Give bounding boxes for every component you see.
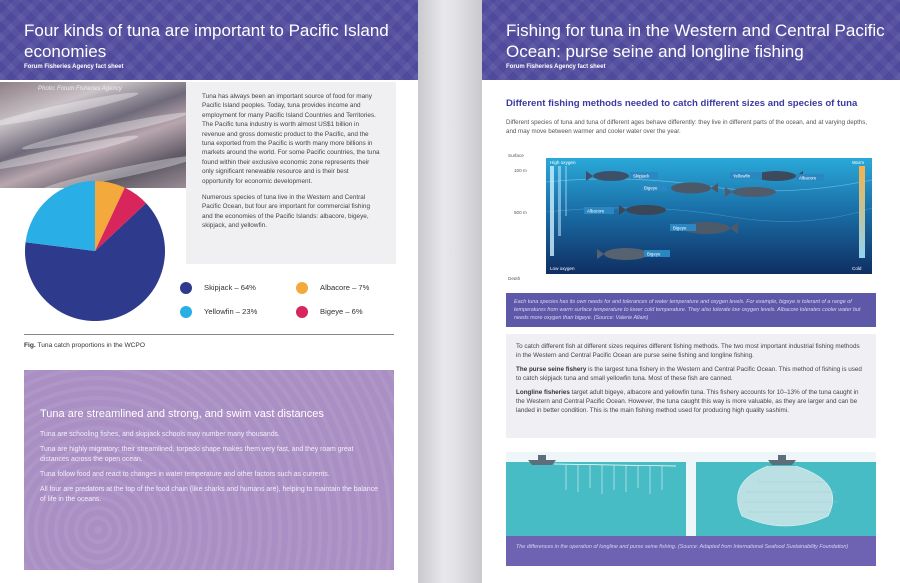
fishing-methods-illustration <box>506 452 876 536</box>
tuna-fact-4: All four are predators at the top of the food chain (like sharks and humans are), helping to maintain the balance of life in the oceans. <box>40 486 378 503</box>
fish-label-yellowfin: Yellowfin <box>733 173 751 179</box>
figure-caption-text: Tuna catch proportions in the WCPO <box>37 342 145 349</box>
label-high-oxygen: High oxygen <box>550 160 576 165</box>
tuna-fact-1: Tuna are schooling fishes, and skipjack schools may number many thousands. <box>40 431 280 438</box>
illustration-caption <box>506 536 876 566</box>
legend-swatch-skipjack <box>180 282 192 294</box>
intro-paragraph-1: Tuna has always been an important source of food for many Pacific Island peoples. Today, tuna provides income and employment for many Pacific Island Countries and Territories. The Pacific tuna industry is worth almost US$1 billion in revenue and gross domestic product to the Pacific, and the tuna exported from the Pacific is worth many more billions in markets around the world. For some Pacific countries, the tuna found within their exclusive economic zone represents their only significant renewable resource and is their best opportunity for economic development. <box>202 93 380 185</box>
tuna-facts-box <box>24 370 394 570</box>
purse-seine-term: The purse seine fishery <box>516 366 587 373</box>
methods-paragraph-1-text: To catch different fish at different sizes requires different fishing methods. The two most important industrial fishing methods in the Western and Central Pacific Ocean are purse seine fishing and longline fishing. <box>516 343 860 359</box>
fish-label-albacore-left: Albacore <box>587 208 605 214</box>
fishing-methods-text <box>506 334 876 438</box>
label-500m: 500 m <box>514 210 527 215</box>
tuna-fact-2: Tuna are highly migratory: their streamlined, torpedo shape makes them very fast, and they roam great distances across the open ocean. <box>40 446 354 463</box>
methods-paragraph-3 <box>516 388 866 415</box>
fishing-methods-lead: Different species of tuna and tuna of different ages behave differently: they live in different parts of the ocean, and at varying depths, and may move between warmer and cooler water over the year. <box>506 119 868 135</box>
legend-label-albacore: Albacore – 7% <box>320 283 370 292</box>
tuna-fact-3: Tuna follow food and react to changes in water temperature and other factors such as currents. <box>40 471 330 478</box>
illustration-caption-text: The differences in the operation of longline and purse seine fishing. (Source: Adapted from International Seafood Sustainability Foundation) <box>516 544 849 550</box>
ocean-depth-diagram <box>506 152 876 280</box>
methods-paragraph-3-text: target adult bigeye, albacore and yellowfin tuna. This fishery accounts for 10–13% of the tuna caught in the Western and Central Pacific Ocean. However, the tuna caught this way is more valuable, as they are larger and can be landed in better condition. This is the main fishing method used for producing high quality sashimi. <box>516 389 859 414</box>
legend-label-yellowfin: Yellowfin – 23% <box>204 307 258 316</box>
page2-subtitle: Forum Fisheries Agency fact sheet <box>506 64 606 70</box>
ocean-diagram-caption <box>506 293 876 327</box>
fish-label-bigeye-deep: Bigeye <box>647 251 661 257</box>
fish-label-skipjack: Skipjack <box>633 173 650 179</box>
label-100m: 100 m <box>514 168 527 173</box>
page1-title: Four kinds of tuna are important to Pacific Island economies <box>24 21 389 61</box>
legend-label-skipjack: Skipjack – 64% <box>204 283 256 292</box>
fact-sheet-page-2 <box>482 0 900 583</box>
page1-banner <box>0 0 418 80</box>
pie-slice-yellowfin <box>26 181 95 251</box>
fishing-methods-heading: Different fishing methods needed to catch different sizes and species of tuna <box>506 98 858 109</box>
fact-sheet-page-1 <box>0 0 418 583</box>
divider <box>24 334 394 335</box>
tuna-photo <box>0 82 186 188</box>
ocean-caption-text: Each tuna species has its own needs for and tolerances of water temperature and oxygen levels. For example, bigeye is tolerant of a range of temperatures from warm surface temperature to lower cold temperature. They also tolerate low oxygen levels. Albacore tolerates cooler water but needs more oxygen than bigeye. (Source: Valerie Allain) <box>514 299 861 321</box>
intro-paragraph-2: Numerous species of tuna live in the Western and Central Pacific Ocean, but four are important for commercial fishing and the economies of the Pacific Islands: albacore, bigeye, skipjack, and yellowfin. <box>202 194 371 230</box>
intro-text-box <box>186 82 396 264</box>
tuna-catch-pie-chart <box>20 176 170 326</box>
legend-item-bigeye <box>296 306 363 318</box>
legend-label-bigeye: Bigeye – 6% <box>320 307 363 316</box>
label-warm: Warm <box>852 160 865 165</box>
label-low-oxygen: Low oxygen <box>550 266 575 271</box>
longline-term: Longline fisheries <box>516 389 570 396</box>
fish-label-bigeye-middle: Bigeye <box>673 225 687 231</box>
longline-water <box>506 462 686 536</box>
fish-label-albacore-right: Albacore <box>799 175 817 181</box>
tuna-facts-title: Tuna are streamlined and strong, and swim vast distances <box>40 408 324 420</box>
page2-banner <box>482 0 900 80</box>
legend-item-albacore <box>296 282 369 294</box>
figure-caption <box>24 342 145 349</box>
figure-label: Fig. <box>24 342 36 349</box>
fish-label-bigeye-upper: Bigeye <box>644 185 658 191</box>
temperature-scale <box>859 166 865 258</box>
methods-paragraph-1 <box>516 342 866 360</box>
legend-swatch-yellowfin <box>180 306 192 318</box>
label-depth: Depth <box>508 276 521 280</box>
page2-title: Fishing for tuna in the Western and Central Pacific Ocean: purse seine and longline fishing <box>506 21 885 61</box>
page1-subtitle: Forum Fisheries Agency fact sheet <box>24 64 124 70</box>
label-surface: Surface <box>508 153 524 158</box>
label-cold: Cold <box>852 266 862 271</box>
legend-item-skipjack <box>180 282 256 294</box>
legend-swatch-albacore <box>296 282 308 294</box>
legend-item-yellowfin <box>180 306 257 318</box>
methods-paragraph-2-text: is the largest tuna fishery in the Western and Central Pacific Ocean. This method of fishing is used to catch skipjack tuna and small yellowfin tuna. Most of these fish are canned. <box>516 366 862 382</box>
methods-paragraph-2 <box>516 365 866 383</box>
photo-credit: Photo: Forum Fisheries Agency <box>38 86 122 92</box>
page-gutter <box>418 0 482 583</box>
legend-swatch-bigeye <box>296 306 308 318</box>
